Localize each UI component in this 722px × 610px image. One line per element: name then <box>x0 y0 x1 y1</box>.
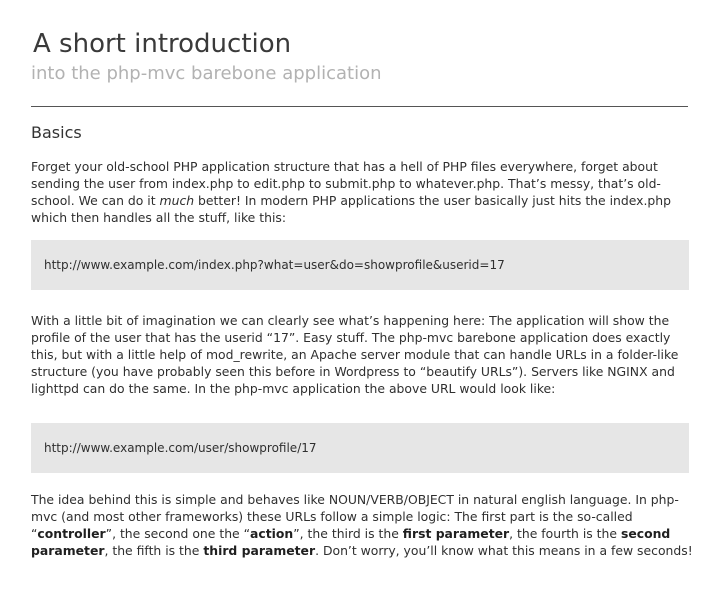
explanation-paragraph: With a little bit of imagination we can clearly see what’s happening here: The application will show the profile of the user that has the userid “17”. Easy stuff. The php-mvc barebone application does exactly this, but with a little help of mod_rewrite, an Apache server module that can handle URLs in a folder-like structure (you have probably seen this before in Wordpress to “beautify URLs”). Servers like NGINX and lighttpd can do the same. In the php-mvc application the above URL would look like: <box>31 313 679 396</box>
term-controller: controller <box>37 526 106 541</box>
code-block-pretty-url <box>31 423 689 473</box>
intro-text-a: Forget your old-school PHP application structure that has a hell of PHP files everywhere, forget about sending the user from index.php to edit.php to submit.php to whatever.php. That’s messy, that’s old-school. We can do it <box>31 159 661 208</box>
logic-text-3: ”, the third is the <box>293 526 403 541</box>
term-action: action <box>250 526 294 541</box>
term-first-parameter: first parameter <box>402 526 510 541</box>
code-url-query: http://www.example.com/index.php?what=user&do=showprofile&userid=17 <box>44 258 505 272</box>
logic-paragraph <box>31 491 697 559</box>
code-block-query-url <box>31 240 689 290</box>
code-url-pretty: http://www.example.com/user/showprofile/17 <box>44 441 317 455</box>
intro-paragraph <box>31 158 697 226</box>
page-title: A short introduction <box>33 29 292 59</box>
page-subtitle: into the php-mvc barebone application <box>31 63 382 84</box>
term-second-parameter: second parameter <box>31 526 671 558</box>
term-third-parameter: third parameter <box>203 543 316 558</box>
logic-text-4: , the fourth is the <box>509 526 621 541</box>
logic-text-1: The idea behind this is simple and behaves like NOUN/VERB/OBJECT in natural english language. In php-mvc (and most other frameworks) these URLs follow a simple logic: The first part is the so-called “ <box>31 492 679 541</box>
header-divider <box>31 106 688 107</box>
section-heading-basics: Basics <box>31 123 82 142</box>
intro-text-c: better! In modern PHP applications the user basically just hits the index.php which then handles all the stuff, like this: <box>31 193 672 225</box>
emphasis-much: much <box>159 193 195 208</box>
logic-text-6: . Don’t worry, you’ll know what this means in a few seconds! <box>315 543 693 558</box>
logic-text-2: ”, the second one the “ <box>105 526 251 541</box>
logic-text-5: , the fifth is the <box>104 543 204 558</box>
